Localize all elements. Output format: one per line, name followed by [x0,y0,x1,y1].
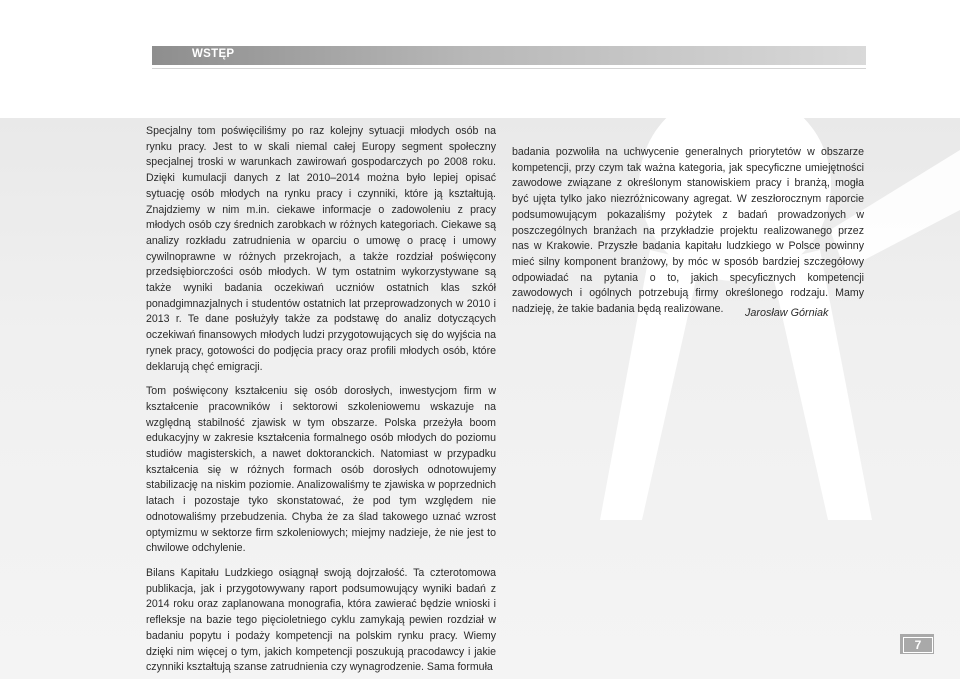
page-number: 7 [914,638,922,652]
section-header-bar [152,46,866,65]
paragraph: Specjalny tom poświęciliśmy po raz kolejny sytuacji młodych osób na rynku pracy. Jest to w skali niemal całej Europy segment społeczny specjalnej troski w warunkach zawirowań gospodarczych po 2008 roku. Dzięki kumulacji danych z lat 2010–2014 można było lepiej opisać sytuację osób młodych na rynku pracy i czynniki, które ją kształtują. Znajdziemy w nim m.in. ciekawe informacje o zadowoleniu z pracy młodych osób czy średnich zarobkach w różnych kategoriach. Ciekawe są analizy rozkładu zatrudnienia w oparciu o umowę o pracę i umowy cywilnoprawne w różnych przekrojach, a także rozdział poświęcony przedsiębiorczości osób młodych. W tym ostatnim wykorzystywane są także wyniki badania oczekiwań uczniów ostatnich klas szkół ponadgimnazjalnych i studentów ostatnich lat przeprowadzonych w 2010 i 2013 r. Te dane posłużyły także za podstawę do analiz dotyczących oczekiwań finansowych młodych ludzi przygotowujących się do wyjścia na rynek pracy, gotowości do podjęcia pracy oraz profili młodych osób, które deklarują chęć emigracji. [146,125,496,373]
paragraph: Tom poświęcony kształceniu się osób dorosłych, inwestycjom firm w kształcenie pracowników i sektorowi szkoleniowemu wskazuje na względną stabilność zjawisk w tym obszarze. Polska przeżyła boom edukacyjny w zakresie kształcenia formalnego osób młodych do poziomu studiów magisterskich, a nawet doktoranckich. Natomiast w przypadku kształcenia się w różnych formach osób dorosłych odnotowujemy stabilizację na niskim poziomie. Analizowaliśmy te zjawiska w poprzednich latach i pozostaje tyko skonstatować, że pod tym względem nie odnotowaliśmy przebudzenia. Chyba że za ślad takowego uznać wzrost optymizmu w sektorze firm szkoleniowych; miejmy nadzieje, że nie jest to chwilowe odchylenie. [146,385,496,555]
author-signature: Jarosław Górniak [745,307,829,319]
right-text-column [512,145,864,327]
page-number-frame [903,637,933,653]
left-text-column [146,124,496,685]
paragraph: Bilans Kapitału Ludzkiego osiągnął swoją dojrzałość. Ta czterotomowa publikacja, jak i przygotowywany raport podsumowujący wyniki badań z 2014 roku oraz zaplanowana monografia, która zawierać będzie wnioski i refleksje na bazie tego pięcioletniego cyklu zamykają pewien rozdział w badaniu popytu i podaży kompetencji na polskim rynku pracy. Wiemy dzięki nim więcej o tym, jakich kompetencji poszukują pracodawcy i jakie czynniki kształtują szanse zatrudnienia czy wynagrodzenie. Sama formuła [146,566,496,674]
page-number-box [900,634,934,654]
section-title: WSTĘP [192,48,235,60]
paragraph: badania pozwoliła na uchwycenie generalnych priorytetów w obszarze kompetencji, przy czym tak ważna kategoria, jak specyficzne umiejętności zawodowe związane z określonym stanowiskiem pracy i branżą, mogła być ujęta tylko jako niezróżnicowany agregat. W zeszłorocznym raporcie podsumowującym pokazaliśmy pożytek z badań prowadzonych w poszczególnych branżach na przykładzie projektu realizowanego przez nas w Krakowie. Przyszłe badania kapitału ludzkiego w Polsce powinny mieć silny komponent branżowy, by móc w sposób bardziej szczegółowy odpowiadać na pytania o to, jakich specyficznych kompetencji zawodowych i ogólnych potrzebują firmy określonego rodzaju. Mamy nadzieję, że takie badania będą realizowane. [512,146,864,316]
header-rule [152,68,866,69]
